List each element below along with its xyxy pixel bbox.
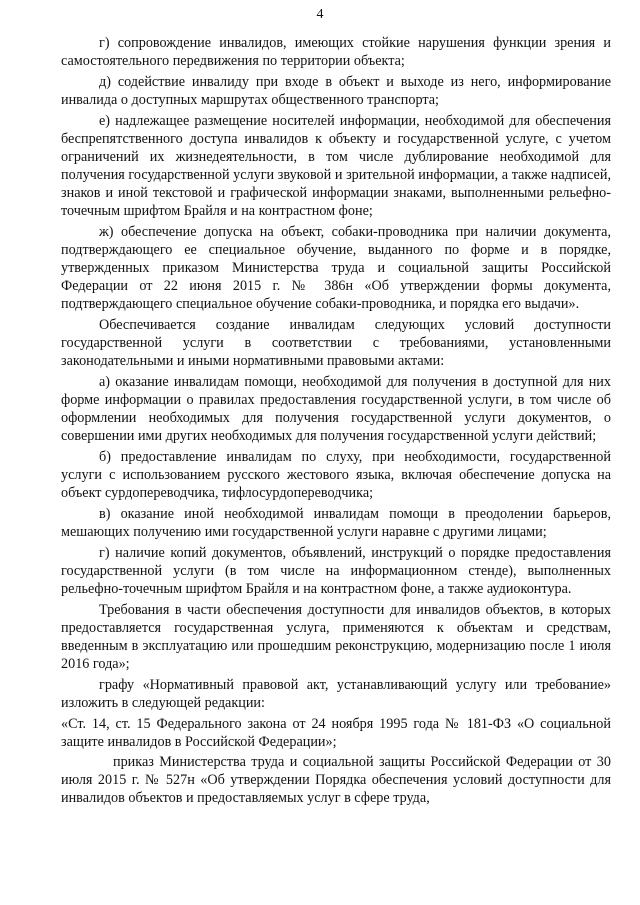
- paragraph-g-escort: г) сопровождение инвалидов, имеющих стойкие нарушения функции зрения и самостоятельного передвижения по территории объекта;: [61, 35, 611, 69]
- paragraph-accessibility-requirements: Требования в части обеспечения доступности для инвалидов объектов, в которых предоставляется государственная услуга, применяются к объектам и средствам, введенным в эксплуатацию или прошедшим реконструкцию, модернизацию после 1 июля 2016 года»;: [61, 602, 611, 672]
- paragraph-conditions-intro: Обеспечивается создание инвалидам следующих условий доступности государственной услуги в соответствии с требованиями, установленными законодательными и иными нормативными правовыми актами:: [61, 317, 611, 369]
- paragraph-ministry-order: приказ Министерства труда и социальной защиты Российской Федерации от 30 июля 2015 г. № 527н «Об утверждении Порядка обеспечения условий доступности для инвалидов объектов и предоставляемых услуг в сфере труда,: [61, 754, 611, 806]
- paragraph-b-sign-language: б) предоставление инвалидам по слуху, при необходимости, государственной услуги с использованием русского жестового языка, включая обеспечение допуска на объект сурдопереводчика, тифлосурдопереводчика;: [61, 449, 611, 501]
- paragraph-g-braille-copies: г) наличие копий документов, объявлений, инструкций о порядке предоставления государственной услуги (в том числе на информационном стенде), выполненных рельефно-точечным шрифтом Брайля и на контрастном фоне, а также аудиоконтура.: [61, 545, 611, 597]
- document-body: [61, 34, 611, 810]
- paragraph-v-barriers: в) оказание иной необходимой инвалидам помощи в преодолении барьеров, мешающих получению ими государственной услуги наравне с другими лицами;: [61, 506, 611, 540]
- page-number: 4: [316, 7, 324, 22]
- paragraph-d-assistance: д) содействие инвалиду при входе в объект и выходе из него, информирование инвалида о доступных маршрутах общественного транспорта;: [61, 74, 611, 108]
- paragraph-zh-guide-dog: ж) обеспечение допуска на объект, собаки-проводника при наличии документа, подтверждающего ее специальное обучение, выданного по форме и в порядке, утвержденных приказом Министерства труда и социальной защиты Российской Федерации от 22 июня 2015 г. № 386н «Об утверждении формы документа, подтверждающего специальное обучение собаки-проводника, и порядка его выдачи».: [61, 224, 611, 312]
- paragraph-column-wording: графу «Нормативный правовой акт, устанавливающий услугу или требование» изложить в следующей редакции:: [61, 677, 611, 711]
- paragraph-federal-law: «Ст. 14, ст. 15 Федерального закона от 24 ноября 1995 года № 181-ФЗ «О социальной защите инвалидов в Российской Федерации»;: [61, 716, 611, 750]
- paragraph-e-information-placement: е) надлежащее размещение носителей информации, необходимой для обеспечения беспрепятственного доступа инвалидов к объекту и государственной услуге, с учетом ограничений их жизнедеятельности, в том числе дублирование необходимой для получения государственной услуги звуковой и зрительной информации, а также надписей, знаков и иной текстовой и графической информации знаками, выполненными рельефно-точечным шрифтом Брайля и на контрастном фоне;: [61, 113, 611, 219]
- paragraph-a-help: а) оказание инвалидам помощи, необходимой для получения в доступной для них форме информации о правилах предоставления государственной услуги, в том числе об оформлении необходимых для получения государственной услуги документов, о совершении ими других необходимых для получения государственной услуги действий;: [61, 374, 611, 444]
